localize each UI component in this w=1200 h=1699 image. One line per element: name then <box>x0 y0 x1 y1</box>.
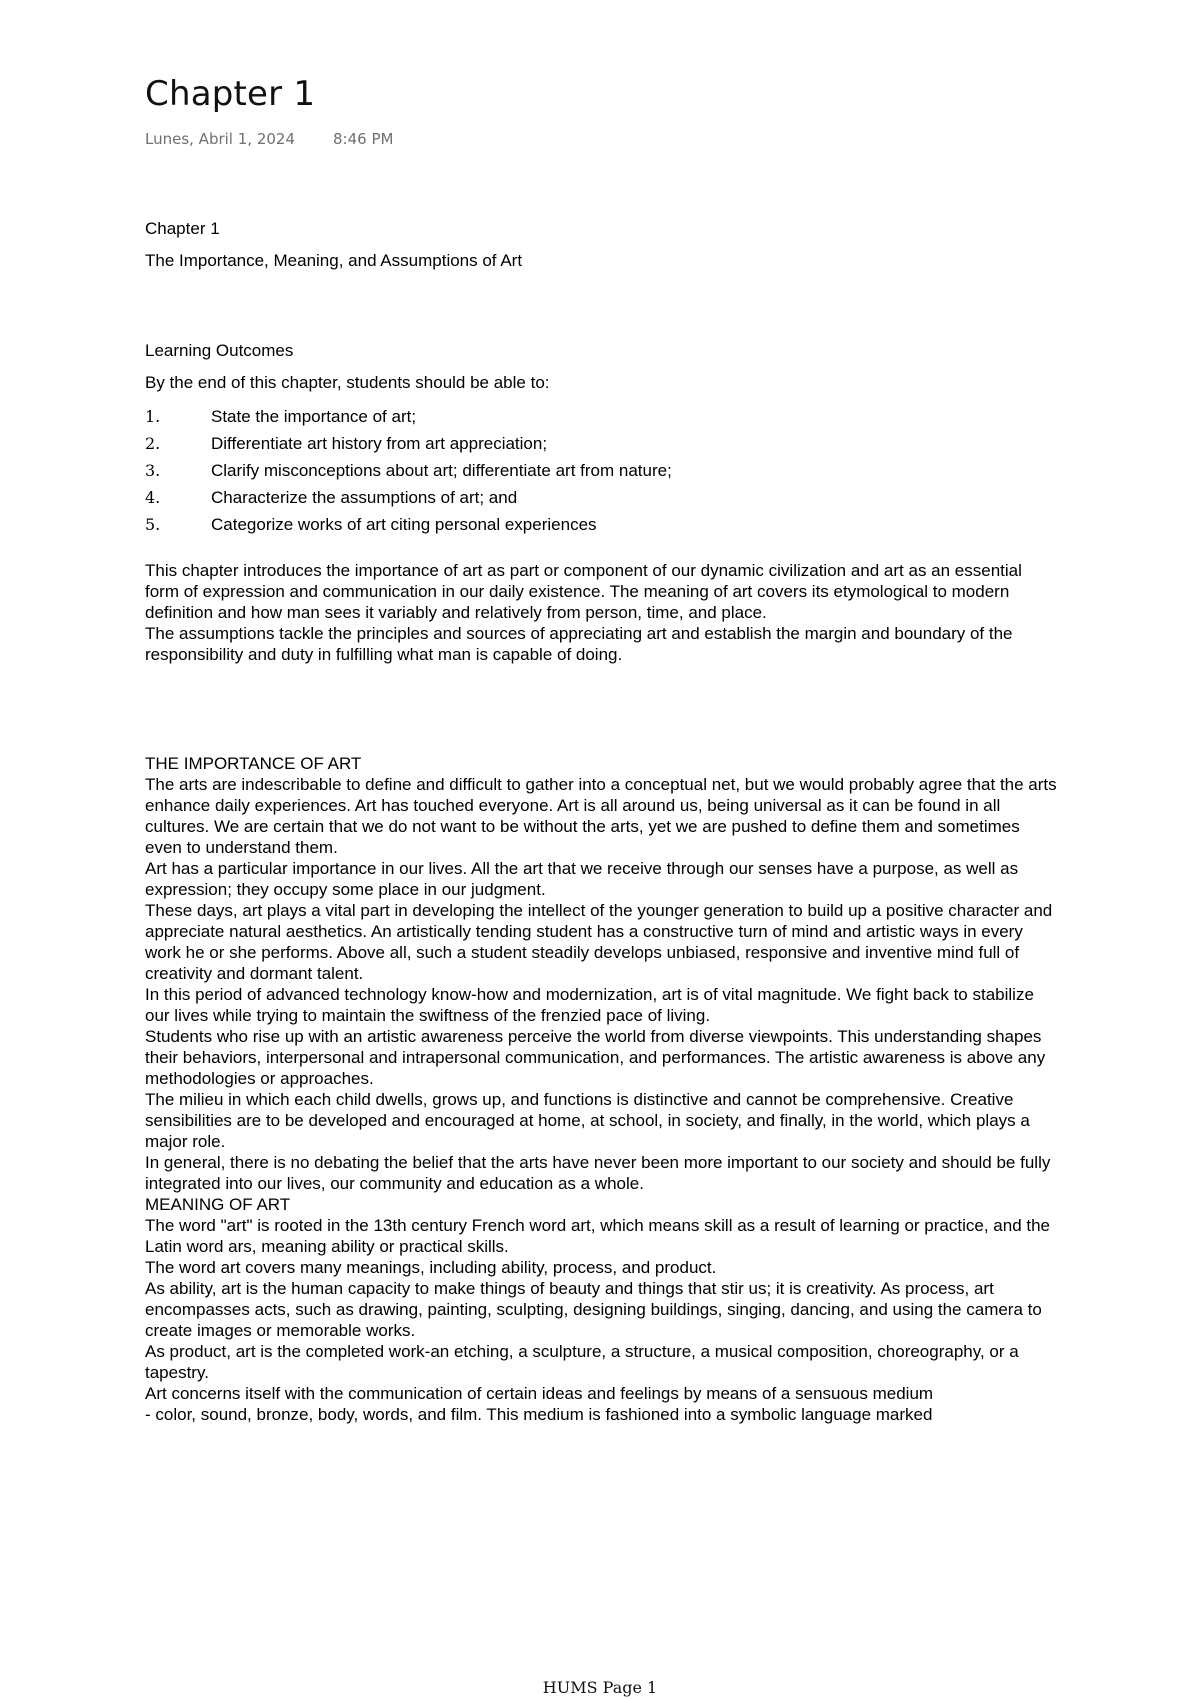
body-paragraph: The word art covers many meanings, including ability, process, and product. <box>145 1258 717 1277</box>
outcomes-list <box>145 403 1060 538</box>
list-number: 5. <box>145 515 161 534</box>
body-paragraph: Students who rise up with an artistic awareness perceive the world from diverse viewpoints. This understanding shapes their behaviors, interpersonal and intrapersonal communication, and performances. The artistic awareness is above any methodologies or approaches. <box>145 1027 1046 1088</box>
body-paragraph: As product, art is the completed work-an etching, a sculpture, a structure, a musical composition, choreography, or a tapestry. <box>145 1342 1019 1382</box>
chapter-label: Chapter 1 <box>145 219 220 238</box>
outcomes-heading: Learning Outcomes <box>145 341 294 360</box>
intro-paragraph: This chapter introduces the importance of art as part or component of our dynamic civilization and art as an essential form of expression and communication in our daily existence. The meaning of art covers its etymological to modern definition and how man sees it variably and relatively from person, time, and place. <box>145 561 1022 622</box>
list-number: 3. <box>145 461 161 480</box>
body-paragraph: In this period of advanced technology know-how and modernization, art is of vital magnitude. We fight back to stabilize our lives while trying to maintain the swiftness of the frenzied pace of living. <box>145 985 1034 1025</box>
list-item <box>145 511 1060 538</box>
page-footer: HUMS Page 1 <box>542 1678 658 1697</box>
intro-paragraph: The assumptions tackle the principles and sources of appreciating art and establish the margin and boundary of the responsibility and duty in fulfilling what man is capable of doing. <box>145 624 1013 664</box>
note-title: Chapter 1 <box>145 74 316 114</box>
outcomes-intro: By the end of this chapter, students should be able to: <box>145 373 550 392</box>
list-number: 4. <box>145 488 161 507</box>
note-meta <box>145 130 393 148</box>
meaning-heading: MEANING OF ART <box>145 1195 291 1214</box>
list-text: Characterize the assumptions of art; and <box>211 488 518 507</box>
list-number: 2. <box>145 434 161 453</box>
list-item <box>145 403 1060 430</box>
list-text: State the importance of art; <box>211 407 417 426</box>
list-number: 1. <box>145 407 161 426</box>
list-text: Clarify misconceptions about art; differentiate art from nature; <box>211 461 672 480</box>
body-paragraph: Art has a particular importance in our lives. All the art that we receive through our senses have a purpose, as well as expression; they occupy some place in our judgment. <box>145 859 1019 899</box>
body-paragraph: The arts are indescribable to define and difficult to gather into a conceptual net, but we would probably agree that the arts enhance daily experiences. Art has touched everyone. Art is all around us, being universal as it can be found in all cultures. We are certain that we do not want to be without the arts, yet we are pushed to define them and sometimes even to understand them. <box>145 775 1057 857</box>
body-paragraph: The milieu in which each child dwells, grows up, and functions is distinctive and cannot be comprehensive. Creative sensibilities are to be developed and encouraged at home, at school, in society, and finally, in the world, which plays a major role. <box>145 1090 1030 1151</box>
body-paragraph: These days, art plays a vital part in developing the intellect of the younger generation to build up a positive character and appreciate natural aesthetics. An artistically tending student has a constructive turn of mind and artistic ways in every work he or she performs. Above all, such a student steadily develops unbiased, responsive and inventive mind full of creativity and dormant talent. <box>145 901 1053 983</box>
body-paragraph: As ability, art is the human capacity to make things of beauty and things that stir us; it is creativity. As process, art encompasses acts, such as drawing, painting, sculpting, designing buildings, singing, dancing, and using the camera to create images or memorable works. <box>145 1279 1042 1340</box>
body-paragraph: In general, there is no debating the belief that the arts have never been more important to our society and should be fully integrated into our lives, our community and education as a whole. <box>145 1153 1051 1193</box>
note-time: 8:46 PM <box>333 130 394 148</box>
body-paragraph: - color, sound, bronze, body, words, and film. This medium is fashioned into a symbolic language marked <box>145 1405 933 1424</box>
note-date: Lunes, Abril 1, 2024 <box>145 130 295 148</box>
list-item <box>145 484 1060 511</box>
importance-heading: THE IMPORTANCE OF ART <box>145 754 362 773</box>
chapter-subtitle: The Importance, Meaning, and Assumptions of Art <box>145 251 523 270</box>
body-paragraph: Art concerns itself with the communication of certain ideas and feelings by means of a sensuous medium <box>145 1384 934 1403</box>
note-content <box>145 218 1060 1425</box>
list-item <box>145 430 1060 457</box>
list-text: Categorize works of art citing personal experiences <box>211 515 597 534</box>
list-text: Differentiate art history from art appreciation; <box>211 434 548 453</box>
list-item <box>145 457 1060 484</box>
body-paragraph: The word "art" is rooted in the 13th century French word art, which means skill as a result of learning or practice, and the Latin word ars, meaning ability or practical skills. <box>145 1216 1051 1256</box>
